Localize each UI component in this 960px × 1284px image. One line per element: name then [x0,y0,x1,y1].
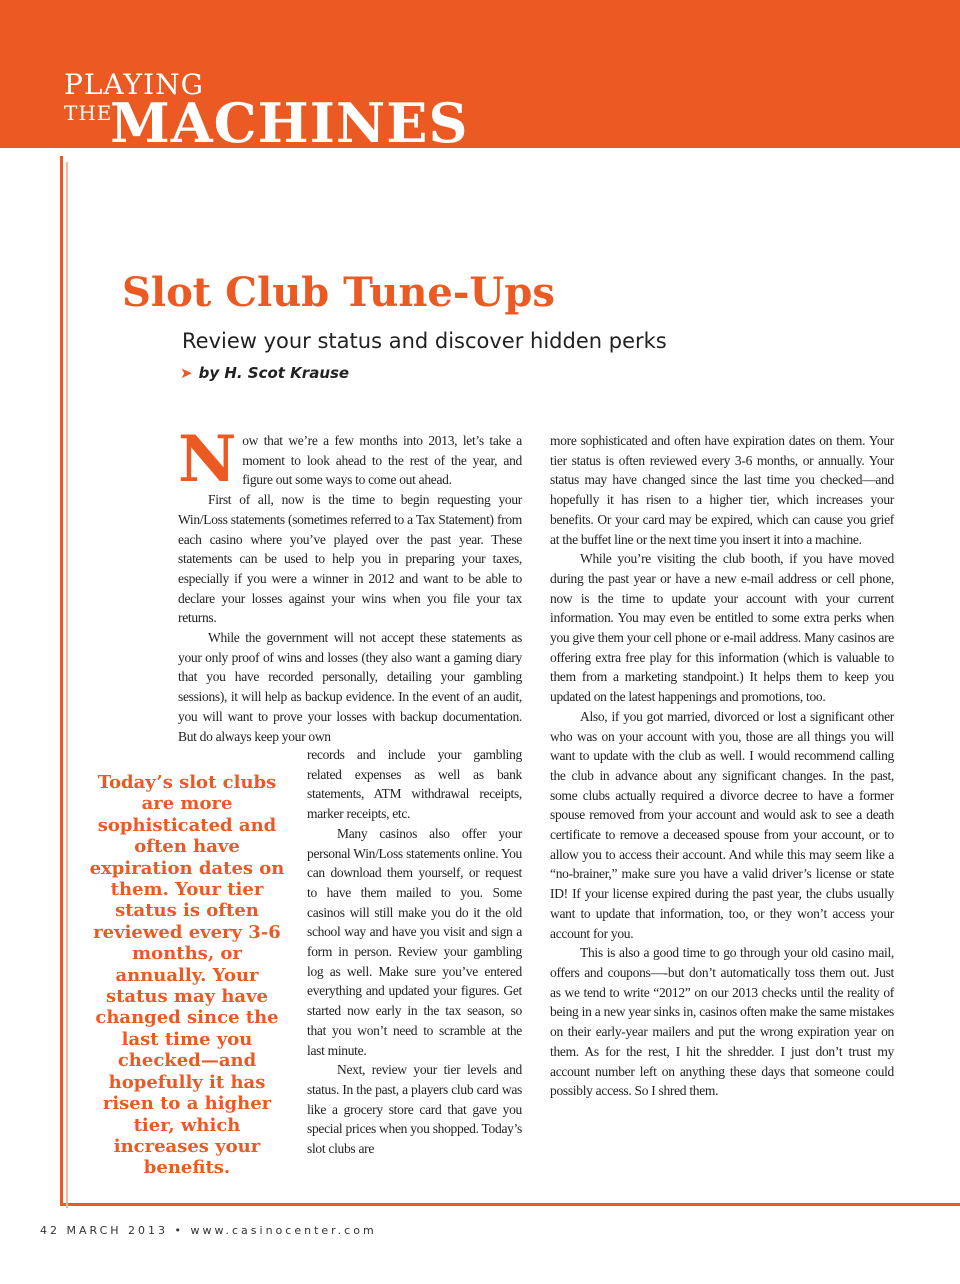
paragraph: While you’re visiting the club booth, if you have moved during the past year or have a new e-mail address or cell phone, now is the time to update your account with your current information. You may even be entitled to some extra perks when you give them your cell phone or e-mail address. Many casinos are offering extra free play for this information (which is valuable to them from a marketing standpoint.) It helps them to keep you updated on the latest happenings and promotions, too. [550,551,894,705]
frame-accent-line [66,162,68,1208]
section-label-machines: MACHINES [110,91,469,155]
page-footer: 42 MARCH 2013 • www.casinocenter.com [40,1224,377,1237]
section-label-playing: PLAYING [64,68,204,101]
paragraph: Next, review your tier levels and status. In the past, a players club card was like a grocery store card that gave you special prices when you shopped. Today’s slot clubs are [307,1062,522,1157]
paragraph: Many casinos also offer your personal Win/Loss statements online. You can download them yourself, or request to have them mailed to you. Some casinos will still make you do it the old school way and have you visit and sign a form in person. Review your gambling log as well. Make sure you’ve entered everything and updated your figures. Get started now early in the tax season, so that you won’t need to scramble at the last minute. [307,825,522,1058]
paragraph: This is also a good time to go through your old casino mail, offers and coupons—-but don’t automatically toss them out. Just as we tend to write “2012” on our 2013 checks until the reality of being in a new year sinks in, casinos often make the same mistakes on their early-year mailers and put the wrong expiration year on them. As for the rest, I hit the shredder. I just don’t trust my account number left on anything these days that someone could possibly access. So I shred them. [550,945,894,1099]
column-1 [178,422,522,746]
column-2 [307,745,522,1159]
column-3 [550,431,894,1101]
paragraph: First of all, now is the time to begin requesting your Win/Loss statements (sometimes referred to a Tax Statement) from each casino where you’ve played over the past year. These statements can be used to help you in preparing your taxes, especially if you were a winner in 2012 and want to be able to declare your losses against your wins when you file your tax returns. [178,492,522,626]
paragraph: While the government will not accept these statements as your only proof of wins and losses (they also want a gaming diary that you have recorded personally, detailing your gambling sessions), it will help as backup evidence. In the event of an audit, you will want to prove your losses with backup documentation. But do always keep your own [178,630,522,744]
paragraph: Now that we’re a few months into 2013, let’s take a moment to look ahead to the rest of the year, and figure out some ways to come out ahead. [178,422,522,497]
byline [180,362,349,384]
article-subtitle: Review your status and discover hidden perks [182,329,667,353]
article-title: Slot Club Tune-Ups [122,269,555,316]
paragraph: Also, if you got married, divorced or lost a significant other who was on your account with you, those are all things you will want to update with the club as well. I would recommend calling the club in advance about any significant changes. In the past, some clubs actually required a divorce decree to have a former spouse removed from your account and would ask to see a death certificate to remove a deceased spouse from your account, or to allow you to access their account. And while this may seem like a “no-brainer,” make sure you have a valid driver’s license or state ID! If your license expired during the past year, the clubs usually want to update that information, too, or they won’t access your account for you. [550,708,894,941]
drop-cap: N [178,422,237,497]
arrow-icon: ➤ [180,364,193,382]
paragraph: records and include your gambling related expenses as well as bank statements, ATM withdrawal receipts, marker receipts, etc. [307,747,522,822]
section-label-the: THE [64,101,113,125]
pull-quote: Today’s slot clubs are more sophisticated and often have expiration dates on them. Your tier status is often reviewed every 3-6 months, or annually. Your status may have changed since the last time you checked—and hopefully it has risen to a higher tier, which increases your benefits. [89,772,285,1179]
author-name: by H. Scot Krause [198,364,350,382]
paragraph: more sophisticated and often have expiration dates on them. Your tier status is often reviewed every 3-6 months, or annually. Your status may have changed since the last time you checked—and hopefully it has risen to a higher tier, which increases your benefits. Or your card may be expired, which can cause you grief at the buffet line or the next time you insert it into a machine. [550,433,894,547]
